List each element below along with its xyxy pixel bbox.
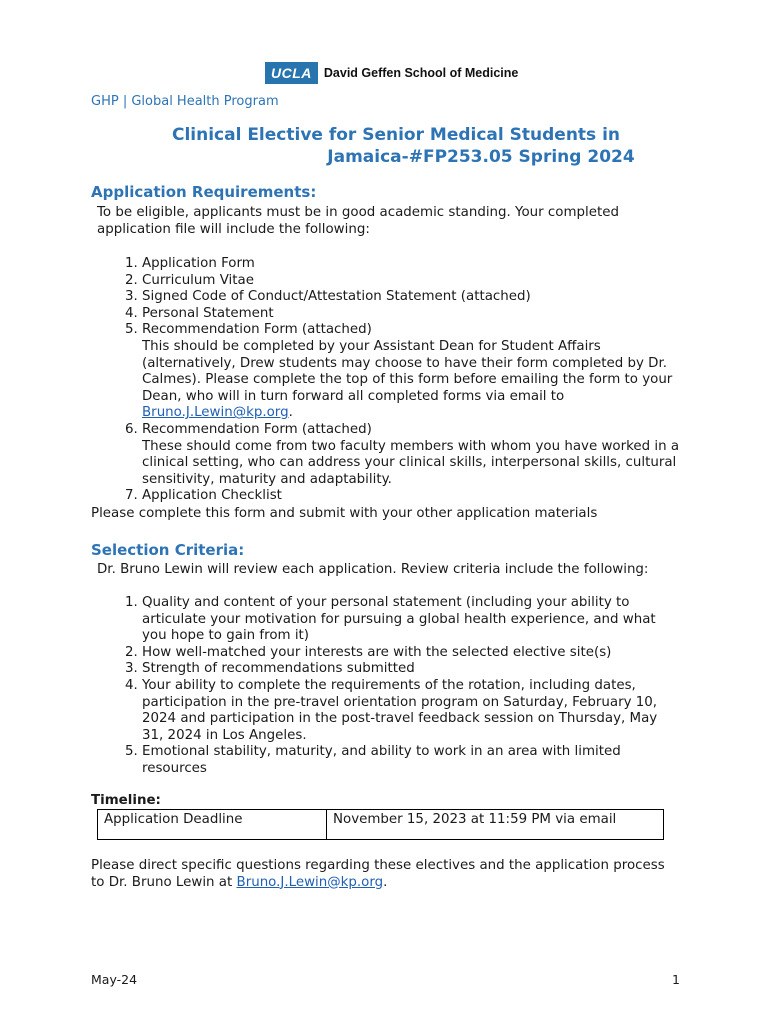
- list-item: 5. Emotional stability, maturity, and ability to work in an area with limited resources: [142, 744, 682, 777]
- logo-text: David Geffen School of Medicine: [323, 66, 519, 80]
- item6-detail: These should come from two faculty members with whom you have worked in a clinical setting, who can address your clinical skills, interpersonal skills, cultural sensitivity, maturity and adaptability.: [142, 438, 680, 487]
- title-line-2: Jamaica-#FP253.05 Spring 2024: [327, 147, 635, 167]
- list-item: 6. Recommendation Form (attached) These should come from two faculty members with whom you have worked in a clinical setting, who can address your clinical skills, interpersonal skills, cultural sensitivity, maturity and adaptability.: [142, 422, 682, 488]
- timeline-row-label: Application Deadline: [98, 810, 327, 840]
- list-item: 1. Application Form: [142, 256, 682, 273]
- title-line-1: Clinical Elective for Senior Medical Students in: [171, 125, 621, 145]
- contact-email-link[interactable]: Bruno.J.Lewin@kp.org: [236, 874, 384, 890]
- program-name: GHP | Global Health Program: [91, 94, 279, 109]
- list-item: 2. Curriculum Vitae: [142, 273, 682, 290]
- page-title: [91, 124, 701, 168]
- email-link[interactable]: Bruno.J.Lewin@kp.org: [142, 405, 289, 421]
- requirements-heading: Application Requirements:: [91, 183, 317, 201]
- selection-intro: Dr. Bruno Lewin will review each application. Review criteria include the following:: [97, 562, 649, 577]
- list-item: 4. Personal Statement: [142, 306, 682, 323]
- item5-detail: This should be completed by your Assistant Dean for Student Affairs (alternatively, Drew students may choose to have their form completed by Dr. Calmes). Please complete the top of this form before emailing the form to your Dean, who will in turn forward all completed forms via email to: [142, 338, 673, 404]
- list-item: 7. Application Checklist: [142, 488, 682, 505]
- contact-paragraph: Please direct specific questions regarding these electives and the application process to Dr. Bruno Lewin at Bruno.J.Lewin@kp.org.: [91, 858, 665, 890]
- logo-mark: UCLA: [265, 62, 318, 84]
- selection-heading: Selection Criteria:: [91, 541, 245, 559]
- list-item: 4. Your ability to complete the requirements of the rotation, including dates, participation in the pre-travel orientation program on Saturday, February 10, 2024 and participation in the post-travel feedback session on Thursday, May 31, 2024 in Los Angeles.: [142, 678, 682, 744]
- list-item: 1. Quality and content of your personal statement (including your ability to articulate your motivation for pursuing a global health experience, and what you hope to gain from it): [142, 595, 682, 645]
- selection-list: [91, 595, 682, 778]
- ucla-logo: [265, 62, 518, 84]
- timeline-table: [97, 809, 664, 840]
- footer-date: May-24: [91, 972, 138, 987]
- timeline-row-value: November 15, 2023 at 11:59 PM via email: [327, 810, 664, 840]
- page-number: 1: [672, 972, 680, 987]
- timeline-label: Timeline:: [91, 793, 161, 808]
- requirements-intro: To be eligible, applicants must be in good academic standing. Your completed application file will include the following:: [97, 205, 619, 237]
- list-item: 5. Recommendation Form (attached) This should be completed by your Assistant Dean for Student Affairs (alternatively, Drew students may choose to have their form completed by Dr. Calmes). Please complete the top of this form before emailing the form to your Dean, who will in turn forward all completed forms via email to Bruno.J.Lewin@kp.org.: [142, 322, 682, 422]
- requirements-list: [91, 256, 682, 505]
- list-item: 2. How well-matched your interests are with the selected elective site(s): [142, 645, 682, 662]
- list-item: 3. Signed Code of Conduct/Attestation Statement (attached): [142, 289, 682, 306]
- table-row: [98, 810, 664, 840]
- requirements-closing: Please complete this form and submit with your other application materials: [91, 506, 598, 521]
- list-item: 3. Strength of recommendations submitted: [142, 661, 682, 678]
